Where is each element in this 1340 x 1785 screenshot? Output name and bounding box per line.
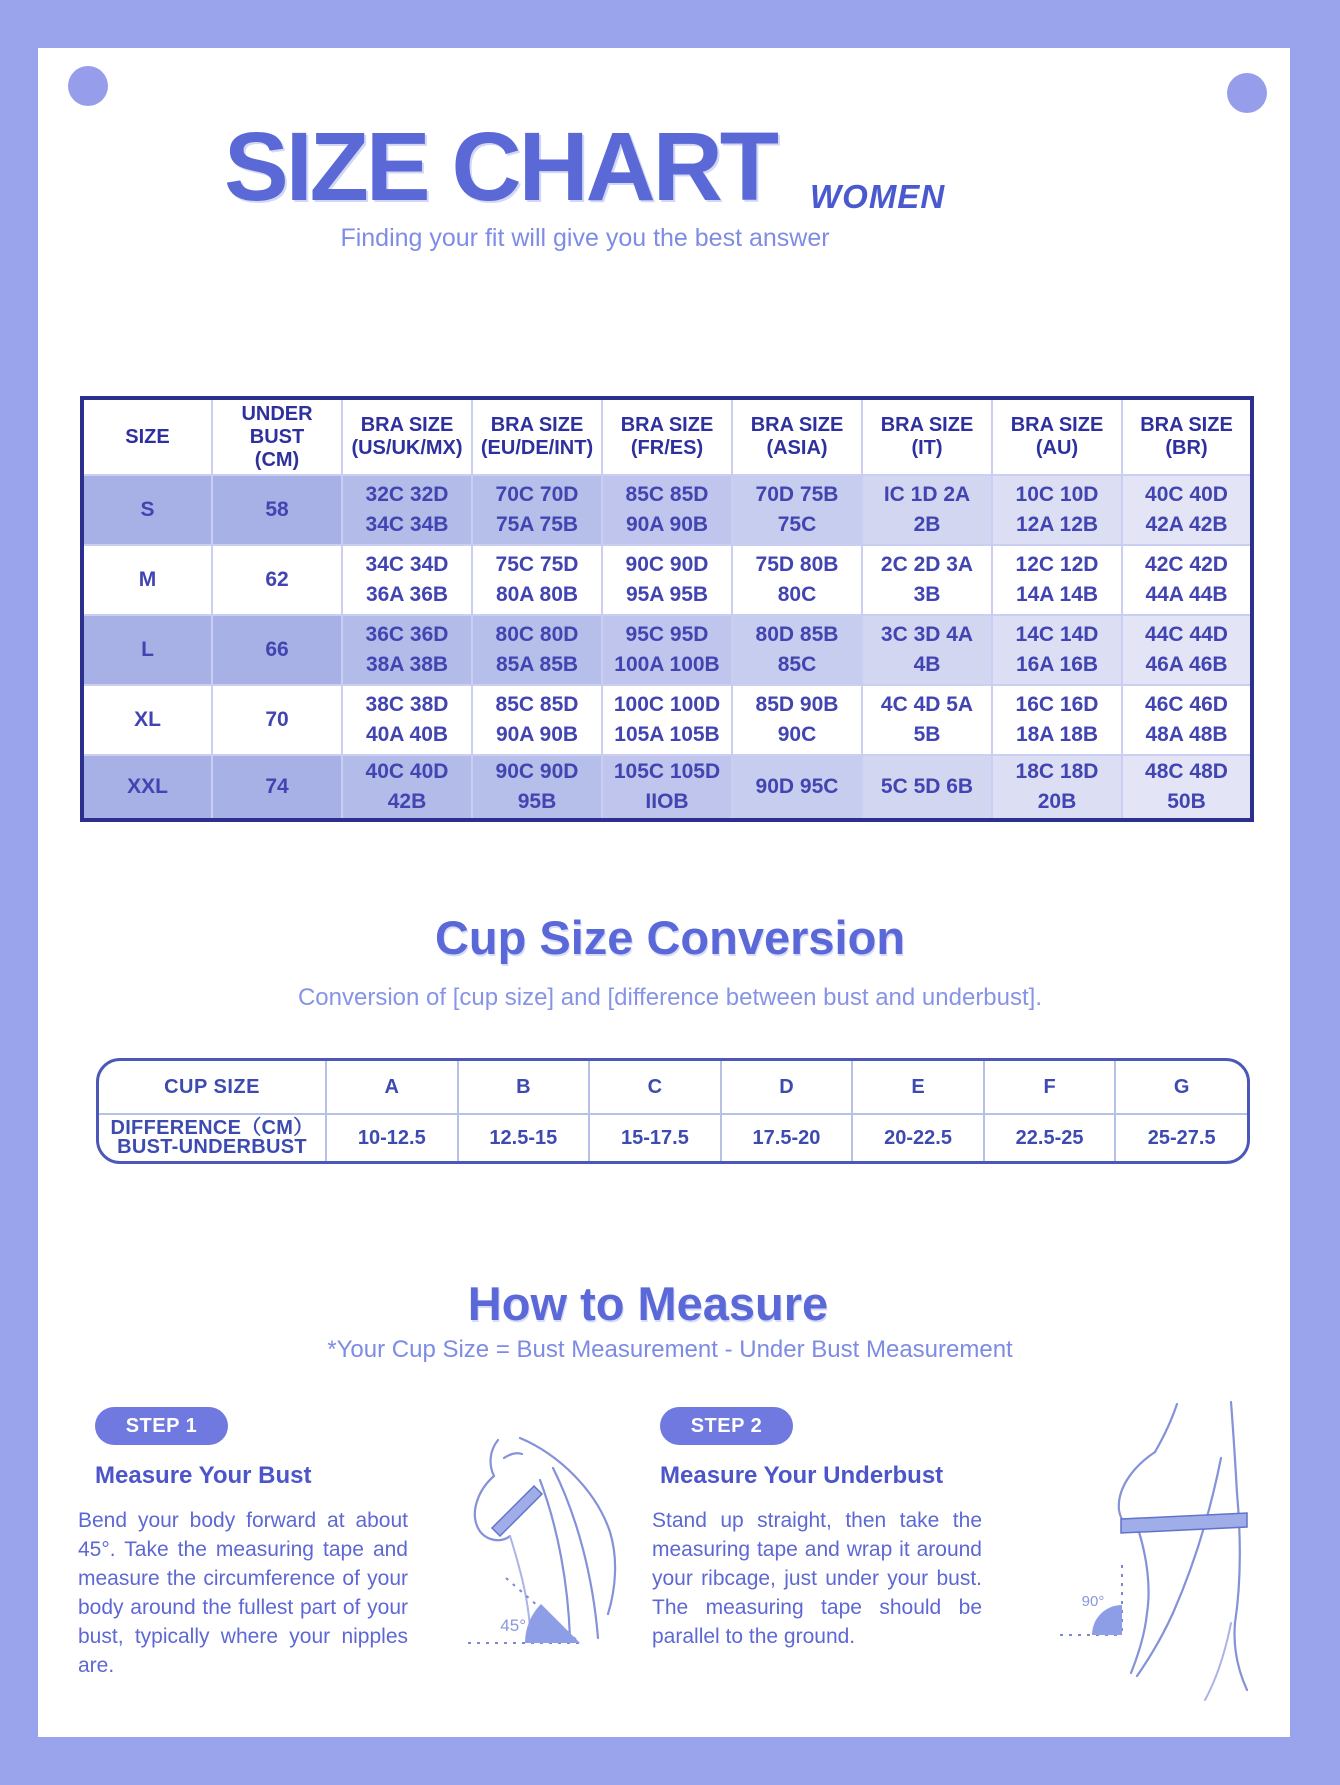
bra-size-cell: 75D 80B 80C xyxy=(732,545,862,615)
size-table-header: BRA SIZE (EU/DE/INT) xyxy=(472,398,602,475)
corner-dot-right xyxy=(1227,73,1267,113)
difference-value-cell: 17.5-20 xyxy=(721,1114,853,1161)
page-subtitle: Finding your fit will give you the best answer xyxy=(340,224,830,252)
bra-size-cell: 46C 46D 48A 48B xyxy=(1122,685,1252,755)
bra-size-cell: 3C 3D 4A 4B xyxy=(862,615,992,685)
size-cell: L xyxy=(82,615,212,685)
bust-measure-illustration xyxy=(428,1428,668,1668)
cup-conversion-table-body xyxy=(99,1061,1247,1161)
figure-chin-line xyxy=(504,1453,522,1458)
angle-90-label: 90° xyxy=(1081,1593,1105,1610)
underbust-cell: 66 xyxy=(212,615,342,685)
bra-size-cell: 34C 34D 36A 36B xyxy=(342,545,472,615)
figure-hip-line xyxy=(1205,1623,1231,1700)
bra-size-cell: IC 1D 2A 2B xyxy=(862,475,992,545)
corner-dot-left xyxy=(68,66,108,106)
step-2-body: Stand up straight, then take the measuring tape and wrap it around your ribcage, just under your bust. The measuring tape should be parallel to the ground. xyxy=(652,1509,982,1648)
size-table-header: UNDER BUST (CM) xyxy=(212,398,342,475)
bra-size-cell: 38C 38D 40A 40B xyxy=(342,685,472,755)
figure-belly-line xyxy=(1131,1532,1149,1673)
bra-size-cell: 90C 90D 95A 95B xyxy=(602,545,732,615)
bra-size-cell: 42C 42D 44A 44B xyxy=(1122,545,1252,615)
difference-row-label: DIFFERENCE（CM） BUST-UNDERBUST xyxy=(99,1114,326,1161)
measuring-tape xyxy=(1121,1513,1247,1533)
bra-size-cell: 12C 12D 14A 14B xyxy=(992,545,1122,615)
cup-size-row-label: CUP SIZE xyxy=(99,1061,326,1114)
step-2-badge: STEP 2 xyxy=(660,1407,793,1445)
figure-belly-line xyxy=(510,1536,530,1628)
bra-size-cell: 2C 2D 3A 3B xyxy=(862,545,992,615)
angle-45-wedge xyxy=(525,1604,580,1643)
bra-size-cell: 5C 5D 6B xyxy=(862,755,992,820)
angle-45-label: 45° xyxy=(500,1616,526,1635)
how-to-measure-title: How to Measure xyxy=(467,1277,829,1330)
cup-letter-cell: G xyxy=(1115,1061,1247,1114)
difference-value-cell: 22.5-25 xyxy=(984,1114,1116,1161)
cup-letter-cell: D xyxy=(721,1061,853,1114)
page-title: SIZE CHART xyxy=(224,112,776,221)
size-table-header: SIZE xyxy=(82,398,212,475)
cup-letter-cell: F xyxy=(984,1061,1116,1114)
size-table-header: BRA SIZE (IT) xyxy=(862,398,992,475)
cup-conversion-subtitle: Conversion of [cup size] and [difference between bust and underbust]. xyxy=(297,984,1043,1011)
size-cell: XL xyxy=(82,685,212,755)
cup-letter-cell: A xyxy=(326,1061,458,1114)
bra-size-cell: 85D 90B 90C xyxy=(732,685,862,755)
bra-size-table-head xyxy=(82,398,1252,475)
figure-arm-line xyxy=(1137,1458,1221,1676)
cup-conversion-table xyxy=(99,1061,1247,1161)
underbust-cell: 62 xyxy=(212,545,342,615)
bra-size-cell: 36C 36D 38A 38B xyxy=(342,615,472,685)
figure-back-neck-line xyxy=(1231,1402,1237,1493)
size-cell: S xyxy=(82,475,212,545)
difference-value-cell: 25-27.5 xyxy=(1115,1114,1247,1161)
size-table-header: BRA SIZE (BR) xyxy=(1122,398,1252,475)
bra-size-cell: 70C 70D 75A 75B xyxy=(472,475,602,545)
bra-size-cell: 14C 14D 16A 16B xyxy=(992,615,1122,685)
bra-size-cell: 85C 85D 90A 90B xyxy=(602,475,732,545)
measuring-tape xyxy=(492,1486,542,1536)
cup-letter-cell: B xyxy=(458,1061,590,1114)
step-2-heading: Measure Your Underbust xyxy=(660,1462,944,1489)
underbust-cell: 58 xyxy=(212,475,342,545)
size-table-header: BRA SIZE (FR/ES) xyxy=(602,398,732,475)
bra-size-cell: 48C 48D 50B xyxy=(1122,755,1252,820)
cup-letter-cell: E xyxy=(852,1061,984,1114)
bra-size-cell: 95C 95D 100A 100B xyxy=(602,615,732,685)
size-table-header: BRA SIZE (US/UK/MX) xyxy=(342,398,472,475)
page-title-tag: WOMEN xyxy=(810,178,946,215)
bra-size-cell: 85C 85D 90A 90B xyxy=(472,685,602,755)
bra-size-table xyxy=(80,396,1254,822)
bra-size-cell: 90D 95C xyxy=(732,755,862,820)
bra-size-cell: 80C 80D 85A 85B xyxy=(472,615,602,685)
how-to-measure-subtitle: *Your Cup Size = Bust Measurement - Under Bust Measurement xyxy=(327,1336,1013,1363)
step-1-body: Bend your body forward at about 45°. Take the measuring tape and measure the circumference of your body around the fullest part of your bust, typically where your nipples are. xyxy=(78,1509,408,1677)
bra-size-cell: 80D 85B 85C xyxy=(732,615,862,685)
bra-size-cell: 100C 100D 105A 105B xyxy=(602,685,732,755)
bra-size-cell: 40C 40D 42A 42B xyxy=(1122,475,1252,545)
bra-size-cell: 105C 105D IIOB xyxy=(602,755,732,820)
underbust-measure-illustration xyxy=(1035,1398,1255,1713)
bra-size-cell: 40C 40D 42B xyxy=(342,755,472,820)
underbust-cell: 74 xyxy=(212,755,342,820)
cup-letter-cell: C xyxy=(589,1061,721,1114)
step-1-badge: STEP 1 xyxy=(95,1407,228,1445)
size-cell: XXL xyxy=(82,755,212,820)
size-table-header: BRA SIZE (AU) xyxy=(992,398,1122,475)
size-table-header: BRA SIZE (ASIA) xyxy=(732,398,862,475)
figure-front-neck-line xyxy=(1155,1404,1177,1452)
figure-back-line xyxy=(520,1438,615,1614)
difference-value-cell: 15-17.5 xyxy=(589,1114,721,1161)
figure-neck-line xyxy=(491,1440,498,1476)
cup-conversion-table-frame xyxy=(96,1058,1250,1164)
cup-conversion-title: Cup Size Conversion xyxy=(434,911,906,964)
bra-size-cell: 18C 18D 20B xyxy=(992,755,1122,820)
bra-size-cell: 44C 44D 46A 46B xyxy=(1122,615,1252,685)
difference-value-cell: 20-22.5 xyxy=(852,1114,984,1161)
bra-size-cell: 32C 32D 34C 34B xyxy=(342,475,472,545)
bra-size-cell: 75C 75D 80A 80B xyxy=(472,545,602,615)
bra-size-cell: 10C 10D 12A 12B xyxy=(992,475,1122,545)
underbust-cell: 70 xyxy=(212,685,342,755)
step-1-heading: Measure Your Bust xyxy=(95,1462,312,1489)
size-cell: M xyxy=(82,545,212,615)
bra-size-cell: 90C 90D 95B xyxy=(472,755,602,820)
bra-size-cell: 70D 75B 75C xyxy=(732,475,862,545)
bra-size-cell: 4C 4D 5A 5B xyxy=(862,685,992,755)
difference-value-cell: 12.5-15 xyxy=(458,1114,590,1161)
bra-size-table-body xyxy=(82,475,1252,820)
difference-value-cell: 10-12.5 xyxy=(326,1114,458,1161)
bra-size-cell: 16C 16D 18A 18B xyxy=(992,685,1122,755)
